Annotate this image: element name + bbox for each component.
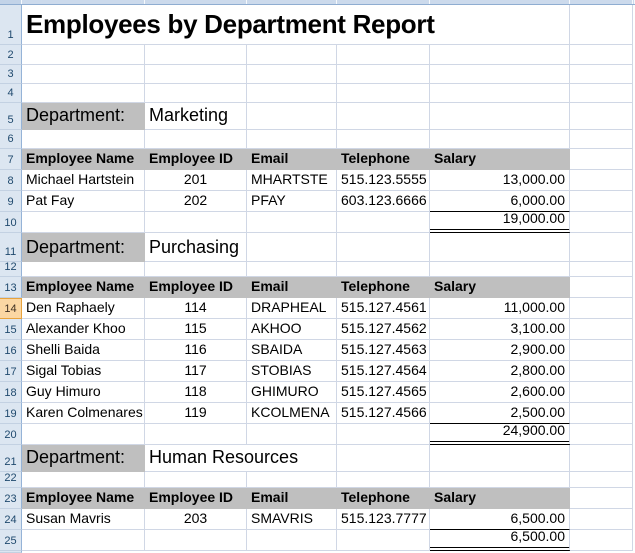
row-header-15[interactable]: 15 — [0, 319, 22, 340]
cell-empty[interactable] — [337, 65, 430, 84]
cell-telephone[interactable]: 515.127.4562 — [337, 319, 430, 340]
row-15 — [0, 319, 635, 340]
row-header-9[interactable]: 9 — [0, 191, 22, 212]
cell-employee-id[interactable]: 116 — [145, 340, 247, 361]
cell-salary[interactable]: 2,600.00 — [430, 382, 570, 403]
cell-empty[interactable] — [570, 403, 633, 424]
cell-empty[interactable] — [247, 130, 337, 149]
row-header-25[interactable]: 25 — [0, 530, 22, 551]
row-4 — [0, 84, 635, 103]
header-email[interactable]: Email — [247, 149, 337, 170]
cell-empty[interactable] — [337, 130, 430, 149]
row-header-17[interactable]: 17 — [0, 361, 22, 382]
cell-employee-name[interactable]: Shelli Baida — [22, 340, 145, 361]
row-header-2[interactable]: 2 — [0, 45, 22, 65]
cell-salary[interactable]: 6,500.00 — [430, 509, 570, 530]
cell-empty[interactable] — [570, 382, 633, 403]
cell-employee-name[interactable]: Sigal Tobias — [22, 361, 145, 382]
cell-empty[interactable] — [337, 530, 430, 551]
cell-department-name[interactable]: Purchasing — [145, 233, 247, 262]
cell-telephone[interactable]: 515.123.7777 — [337, 509, 430, 530]
row-8 — [0, 170, 635, 191]
column-header-b[interactable] — [145, 0, 247, 4]
row-9 — [0, 191, 635, 212]
header-telephone[interactable]: Telephone — [337, 277, 430, 298]
cell-report-title[interactable]: Employees by Department Report — [22, 5, 570, 45]
cell-employee-id[interactable]: 203 — [145, 509, 247, 530]
header-employee-id[interactable]: Employee ID — [145, 149, 247, 170]
cell-empty[interactable] — [22, 84, 145, 103]
cell-empty[interactable] — [570, 472, 633, 488]
cell-empty[interactable] — [570, 191, 633, 212]
row-header-19[interactable]: 19 — [0, 403, 22, 424]
cell-employee-id[interactable]: 202 — [145, 191, 247, 212]
cell-empty[interactable] — [22, 262, 145, 277]
row-header-11[interactable]: 11 — [0, 233, 22, 262]
header-employee-name[interactable]: Employee Name — [22, 488, 145, 509]
cell-empty[interactable] — [22, 45, 145, 65]
cell-empty[interactable] — [337, 262, 430, 277]
header-employee-name[interactable]: Employee Name — [22, 149, 145, 170]
cell-telephone[interactable]: 603.123.6666 — [337, 191, 430, 212]
cell-empty[interactable] — [145, 472, 247, 488]
cell-empty[interactable] — [570, 445, 633, 472]
cell-empty[interactable] — [570, 424, 633, 445]
row-19 — [0, 403, 635, 424]
row-header-5[interactable]: 5 — [0, 103, 22, 130]
row-header-24[interactable]: 24 — [0, 509, 22, 530]
cell-employee-id[interactable]: 201 — [145, 170, 247, 191]
cell-telephone[interactable]: 515.127.4561 — [337, 298, 430, 319]
cell-salary[interactable]: 2,800.00 — [430, 361, 570, 382]
cell-empty[interactable] — [430, 65, 570, 84]
row-11 — [0, 233, 635, 262]
cell-empty[interactable] — [145, 84, 247, 103]
cell-empty[interactable] — [145, 45, 247, 65]
header-telephone[interactable]: Telephone — [337, 488, 430, 509]
cell-empty[interactable] — [337, 233, 430, 262]
cell-empty[interactable] — [22, 65, 145, 84]
cell-email[interactable]: SBAIDA — [247, 340, 337, 361]
cell-email[interactable]: MHARTSTE — [247, 170, 337, 191]
cell-department-label[interactable]: Department: — [22, 103, 145, 130]
cell-email[interactable]: KCOLMENA — [247, 403, 337, 424]
cell-department-label[interactable]: Department: — [22, 445, 145, 472]
cell-empty[interactable] — [570, 5, 633, 45]
row-header-13[interactable]: 13 — [0, 277, 22, 298]
cell-salary[interactable]: 13,000.00 — [430, 170, 570, 191]
cell-employee-name[interactable]: Susan Mavris — [22, 509, 145, 530]
cell-employee-name[interactable]: Guy Himuro — [22, 382, 145, 403]
cell-empty[interactable] — [337, 103, 430, 130]
column-header-c[interactable] — [247, 0, 337, 4]
cell-empty[interactable] — [570, 277, 633, 298]
cell-empty[interactable] — [145, 424, 247, 445]
cell-salary[interactable]: 2,900.00 — [430, 340, 570, 361]
header-employee-id[interactable]: Employee ID — [145, 488, 247, 509]
select-all-corner[interactable] — [0, 0, 22, 4]
row-18 — [0, 382, 635, 403]
cell-telephone[interactable]: 515.127.4565 — [337, 382, 430, 403]
cell-email[interactable]: AKHOO — [247, 319, 337, 340]
cell-empty[interactable] — [247, 45, 337, 65]
cell-empty[interactable] — [145, 130, 247, 149]
cell-empty[interactable] — [145, 212, 247, 233]
cell-section-total[interactable]: 19,000.00 — [430, 212, 570, 233]
cell-empty[interactable] — [247, 233, 337, 262]
cell-email[interactable]: STOBIAS — [247, 361, 337, 382]
row-12 — [0, 262, 635, 277]
cell-empty[interactable] — [145, 530, 247, 551]
row-header-18[interactable]: 18 — [0, 382, 22, 403]
cell-empty[interactable] — [430, 445, 570, 472]
cell-empty[interactable] — [247, 472, 337, 488]
cell-empty[interactable] — [337, 472, 430, 488]
header-employee-id[interactable]: Employee ID — [145, 277, 247, 298]
cell-empty[interactable] — [22, 130, 145, 149]
cell-empty[interactable] — [430, 262, 570, 277]
row-24 — [0, 509, 635, 530]
cell-empty[interactable] — [570, 130, 633, 149]
header-employee-name[interactable]: Employee Name — [22, 277, 145, 298]
cell-empty[interactable] — [247, 262, 337, 277]
row-21 — [0, 445, 635, 472]
cell-telephone[interactable]: 515.127.4563 — [337, 340, 430, 361]
cell-empty[interactable] — [570, 84, 633, 103]
cell-salary[interactable]: 11,000.00 — [430, 298, 570, 319]
cell-empty[interactable] — [247, 84, 337, 103]
row-header-23[interactable]: 23 — [0, 488, 22, 509]
cell-email[interactable]: SMAVRIS — [247, 509, 337, 530]
header-salary[interactable]: Salary — [430, 149, 570, 170]
cell-empty[interactable] — [570, 340, 633, 361]
cell-empty[interactable] — [22, 424, 145, 445]
cell-section-total[interactable]: 6,500.00 — [430, 530, 570, 551]
cell-telephone[interactable]: 515.127.4564 — [337, 361, 430, 382]
row-14 — [0, 298, 635, 319]
row-10 — [0, 212, 635, 233]
cell-salary[interactable]: 3,100.00 — [430, 319, 570, 340]
cell-empty[interactable] — [337, 445, 430, 472]
cell-employee-id[interactable]: 117 — [145, 361, 247, 382]
cell-empty[interactable] — [570, 262, 633, 277]
column-header-a[interactable] — [22, 0, 145, 4]
row-25 — [0, 530, 635, 551]
cell-department-name[interactable]: Human Resources — [145, 445, 337, 472]
cell-employee-name[interactable]: Alexander Khoo — [22, 319, 145, 340]
row-20 — [0, 424, 635, 445]
row-6 — [0, 130, 635, 149]
row-header-14-selected[interactable]: 14 — [0, 298, 22, 319]
row-header-4[interactable]: 4 — [0, 84, 22, 103]
cell-employee-id[interactable]: 115 — [145, 319, 247, 340]
cell-empty[interactable] — [145, 262, 247, 277]
cell-email[interactable]: DRAPHEAL — [247, 298, 337, 319]
cell-empty[interactable] — [22, 212, 145, 233]
cell-empty[interactable] — [430, 130, 570, 149]
cell-empty[interactable] — [570, 319, 633, 340]
cell-employee-id[interactable]: 119 — [145, 403, 247, 424]
cell-empty[interactable] — [570, 212, 633, 233]
cell-empty[interactable] — [570, 361, 633, 382]
cell-empty[interactable] — [145, 65, 247, 84]
header-email[interactable]: Email — [247, 488, 337, 509]
row-header-16[interactable]: 16 — [0, 340, 22, 361]
cell-empty[interactable] — [570, 488, 633, 509]
cell-empty[interactable] — [430, 45, 570, 65]
cell-section-total[interactable]: 24,900.00 — [430, 424, 570, 445]
cell-empty[interactable] — [430, 233, 570, 262]
cell-salary[interactable]: 2,500.00 — [430, 403, 570, 424]
cell-empty[interactable] — [570, 233, 633, 262]
cell-empty[interactable] — [430, 472, 570, 488]
row-header-20[interactable]: 20 — [0, 424, 22, 445]
cell-empty[interactable] — [570, 149, 633, 170]
row-header-22[interactable]: 22 — [0, 472, 22, 488]
row-5 — [0, 103, 635, 130]
cell-employee-id[interactable]: 114 — [145, 298, 247, 319]
cell-empty[interactable] — [570, 509, 633, 530]
header-salary[interactable]: Salary — [430, 277, 570, 298]
row-header-8[interactable]: 8 — [0, 170, 22, 191]
row-17 — [0, 361, 635, 382]
cell-empty[interactable] — [247, 103, 337, 130]
cell-empty[interactable] — [570, 65, 633, 84]
row-header-6[interactable]: 6 — [0, 130, 22, 149]
row-header-12[interactable]: 12 — [0, 262, 22, 277]
row-header-3[interactable]: 3 — [0, 65, 22, 84]
row-7 — [0, 149, 635, 170]
row-header-1[interactable]: 1 — [0, 5, 22, 45]
row-header-10[interactable]: 10 — [0, 212, 22, 233]
row-16 — [0, 340, 635, 361]
cell-empty[interactable] — [570, 45, 633, 65]
cell-empty[interactable] — [247, 530, 337, 551]
cell-empty[interactable] — [430, 103, 570, 130]
cell-department-label[interactable]: Department: — [22, 233, 145, 262]
row-22 — [0, 472, 635, 488]
cell-telephone[interactable]: 515.127.4566 — [337, 403, 430, 424]
header-salary[interactable]: Salary — [430, 488, 570, 509]
cell-empty[interactable] — [570, 170, 633, 191]
row-header-7[interactable]: 7 — [0, 149, 22, 170]
cell-email[interactable]: GHIMURO — [247, 382, 337, 403]
row-13 — [0, 277, 635, 298]
cell-empty[interactable] — [570, 530, 633, 551]
cell-employee-id[interactable]: 118 — [145, 382, 247, 403]
cell-empty[interactable] — [22, 530, 145, 551]
cell-employee-name[interactable]: Den Raphaely — [22, 298, 145, 319]
cell-empty[interactable] — [22, 472, 145, 488]
row-2 — [0, 45, 635, 65]
header-telephone[interactable]: Telephone — [337, 149, 430, 170]
cell-empty[interactable] — [570, 103, 633, 130]
row-1 — [0, 5, 635, 45]
cell-employee-name[interactable]: Pat Fay — [22, 191, 145, 212]
row-header-21[interactable]: 21 — [0, 445, 22, 472]
row-23 — [0, 488, 635, 509]
cell-empty[interactable] — [570, 298, 633, 319]
cell-employee-name[interactable]: Karen Colmenares — [22, 403, 145, 424]
cell-empty[interactable] — [337, 45, 430, 65]
column-header-d[interactable] — [337, 0, 430, 4]
header-email[interactable]: Email — [247, 277, 337, 298]
column-header-e[interactable] — [430, 0, 570, 4]
cell-telephone[interactable]: 515.123.5555 — [337, 170, 430, 191]
column-header-f[interactable] — [570, 0, 633, 4]
cell-empty[interactable] — [337, 424, 430, 445]
cell-salary[interactable]: 6,000.00 — [430, 191, 570, 212]
row-3 — [0, 65, 635, 84]
cell-empty[interactable] — [247, 212, 337, 233]
cell-empty[interactable] — [247, 424, 337, 445]
cell-employee-name[interactable]: Michael Hartstein — [22, 170, 145, 191]
cell-department-name[interactable]: Marketing — [145, 103, 247, 130]
cell-empty[interactable] — [337, 84, 430, 103]
cell-empty[interactable] — [337, 212, 430, 233]
cell-empty[interactable] — [430, 84, 570, 103]
cell-email[interactable]: PFAY — [247, 191, 337, 212]
cell-empty[interactable] — [247, 65, 337, 84]
